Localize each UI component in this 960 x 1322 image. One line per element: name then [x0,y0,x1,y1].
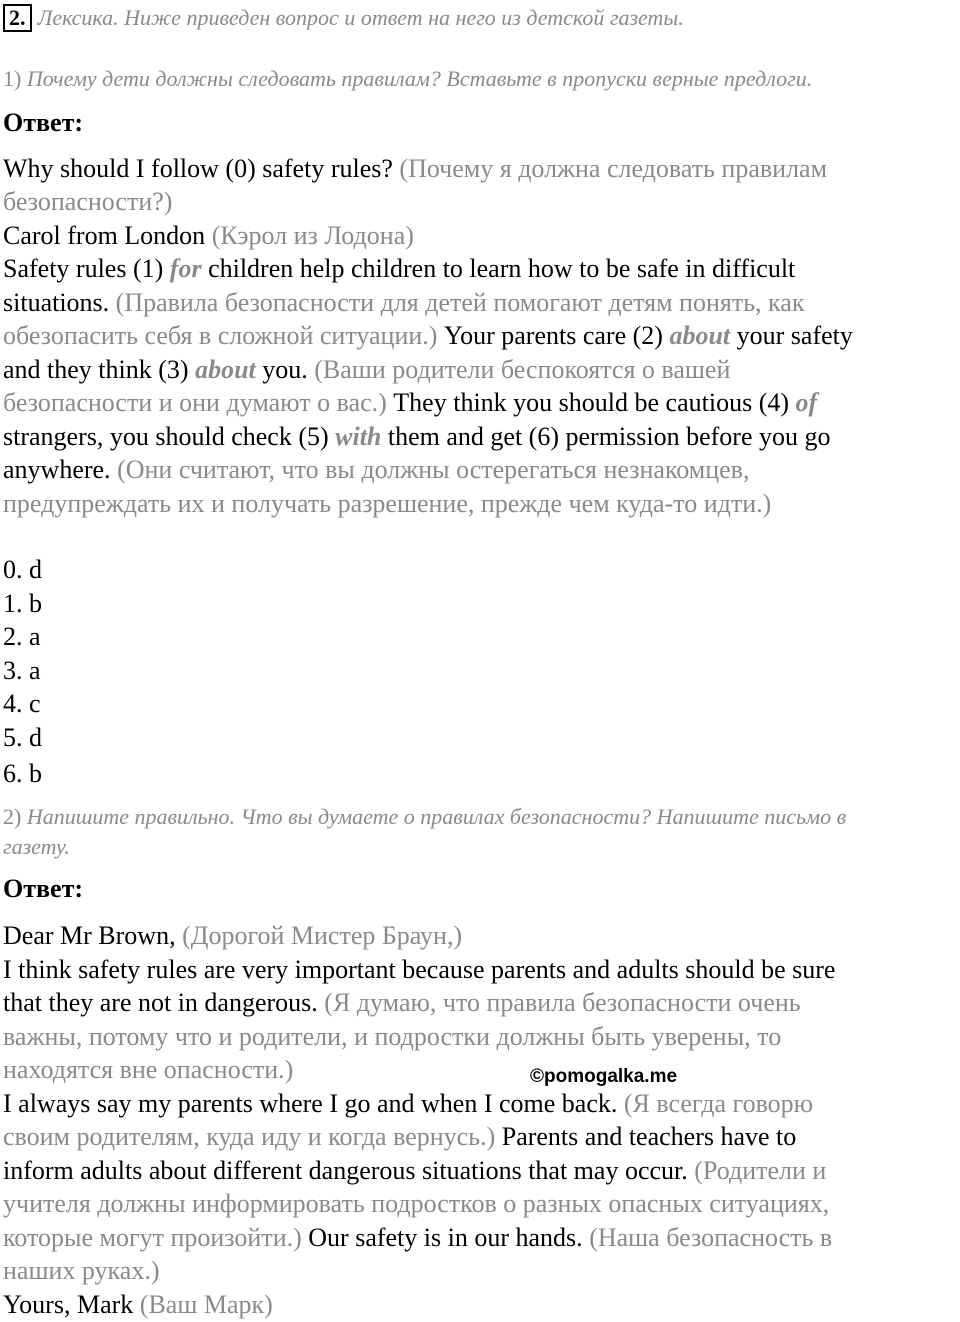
part2-question [3,804,846,830]
part1-line-6 [3,319,853,353]
translation-text: обезопасить себя в сложной ситуации.) [3,321,444,350]
letter-line-12 [3,1288,273,1322]
letter-line-2: I think safety rules are very important because parents and adults should be sure [3,955,836,984]
english-text: Our safety is in our hands. [308,1223,590,1252]
english-text: Why should I follow (0) safety rules? [3,154,400,183]
part1-line-11: предупреждать их и получать разрешение, прежде чем куда-то идти.) [3,489,772,518]
english-text: situations. [3,288,116,317]
watermark: ©pomogalka.me [530,1066,678,1087]
english-text: They think you should be cautious (4) [393,388,796,417]
translation-text: (Почему я должна следовать правилам [399,154,828,183]
part1-line-1 [3,152,827,186]
part2-question-cont: газету. [3,834,70,859]
english-text: them and get (6) permission before you go [381,422,831,451]
filled-preposition: about [669,321,731,350]
english-text: Dear Mr Brown, [3,921,183,950]
letter-line-3 [3,986,801,1020]
filled-preposition: of [795,388,818,417]
part1-line-9 [3,420,831,454]
english-text: Yours, Mark [3,1290,140,1319]
letter-line-7 [3,1120,796,1154]
letter-line-1 [3,919,462,953]
english-text: children help children to learn how to be safe in difficult [201,254,796,283]
part1-number: 1) [3,66,22,91]
english-text: inform adults about different dangerous situations that may occur. [3,1156,695,1185]
english-text: Parents and teachers have to [501,1122,797,1151]
part1-line-3 [3,219,414,253]
part2-number: 2) [3,804,22,829]
english-text: that they are not in dangerous. [3,988,325,1017]
translation-text: своим родителям, куда иду и когда вернусь.) [3,1122,502,1151]
answer-key-item: 4. c [3,689,41,718]
english-text: I always say my parents where I go and when I come back. [3,1089,624,1118]
answer-key-item: 5. d [3,723,42,752]
filled-preposition: with [335,422,382,451]
task-title: Лексика. Ниже приведен вопрос и ответ на него из детской газеты. [37,5,684,30]
letter-line-5: находятся вне опасности.) [3,1055,294,1084]
letter-line-8 [3,1154,826,1188]
english-text: you. [255,355,315,384]
translation-text: (Ваши родители беспокоятся о вашей [314,355,731,384]
answer-key-item: 6. b [3,759,42,788]
task-header [3,4,684,32]
answer-key-item: 0. d [3,555,42,584]
translation-text: (Наша безопасность в [589,1223,833,1252]
filled-preposition: about [195,355,256,384]
translation-text: (Они считают, что вы должны остерегаться незнакомцев, [117,455,750,484]
letter-line-11: наших руках.) [3,1256,160,1285]
part1-line-2: безопасности?) [3,187,173,216]
part1-line-7 [3,353,730,387]
translation-text: (Ваш Марк) [139,1290,273,1319]
translation-text: которые могут произойти.) [3,1223,309,1252]
english-text: and they think (3) [3,355,196,384]
translation-text: безопасности и они думают о вас.) [3,388,394,417]
answer-key-item: 2. a [3,622,41,651]
translation-text: (Я думаю, что правила безопасности очень [324,988,801,1017]
letter-line-9: учителя должны информировать подростков о разных опасных ситуациях, [3,1189,830,1218]
part1-question-text: Почему дети должны следовать правилам? Вставьте в пропуски верные предлоги. [26,66,813,91]
part1-line-4 [3,252,795,286]
filled-preposition: for [169,254,202,283]
answer-key-item: 3. a [3,656,41,685]
task-number: 2. [3,4,32,32]
english-text: your safety [730,321,853,350]
part1-answer-label: Ответ: [3,108,84,137]
part1-line-5 [3,286,804,320]
translation-text: (Кэрол из Лодона) [211,221,414,250]
part2-question-text: Напишите правильно. Что вы думаете о правилах безопасности? Напишите письмо в [26,804,847,829]
translation-text: (Я всегда говорю [623,1089,814,1118]
translation-text: (Дорогой Мистер Браун,) [182,921,463,950]
part1-line-10 [3,453,749,487]
letter-line-6 [3,1087,813,1121]
author-text: Carol from London [3,221,212,250]
english-text: anywhere. [3,455,118,484]
english-text: strangers, you should check (5) [3,422,336,451]
part1-question [3,66,812,92]
letter-line-10 [3,1221,832,1255]
english-text: Safety rules (1) [3,254,170,283]
english-text: Your parents care (2) [443,321,670,350]
translation-text: (Родители и [694,1156,827,1185]
letter-line-4: важны, потому что и родители, и подростки должны быть уверены, то [3,1022,782,1051]
translation-text: (Правила безопасности для детей помогают детям понять, как [115,288,805,317]
part2-answer-label: Ответ: [3,874,84,903]
answer-key-item: 1. b [3,589,42,618]
part1-line-8 [3,386,817,420]
